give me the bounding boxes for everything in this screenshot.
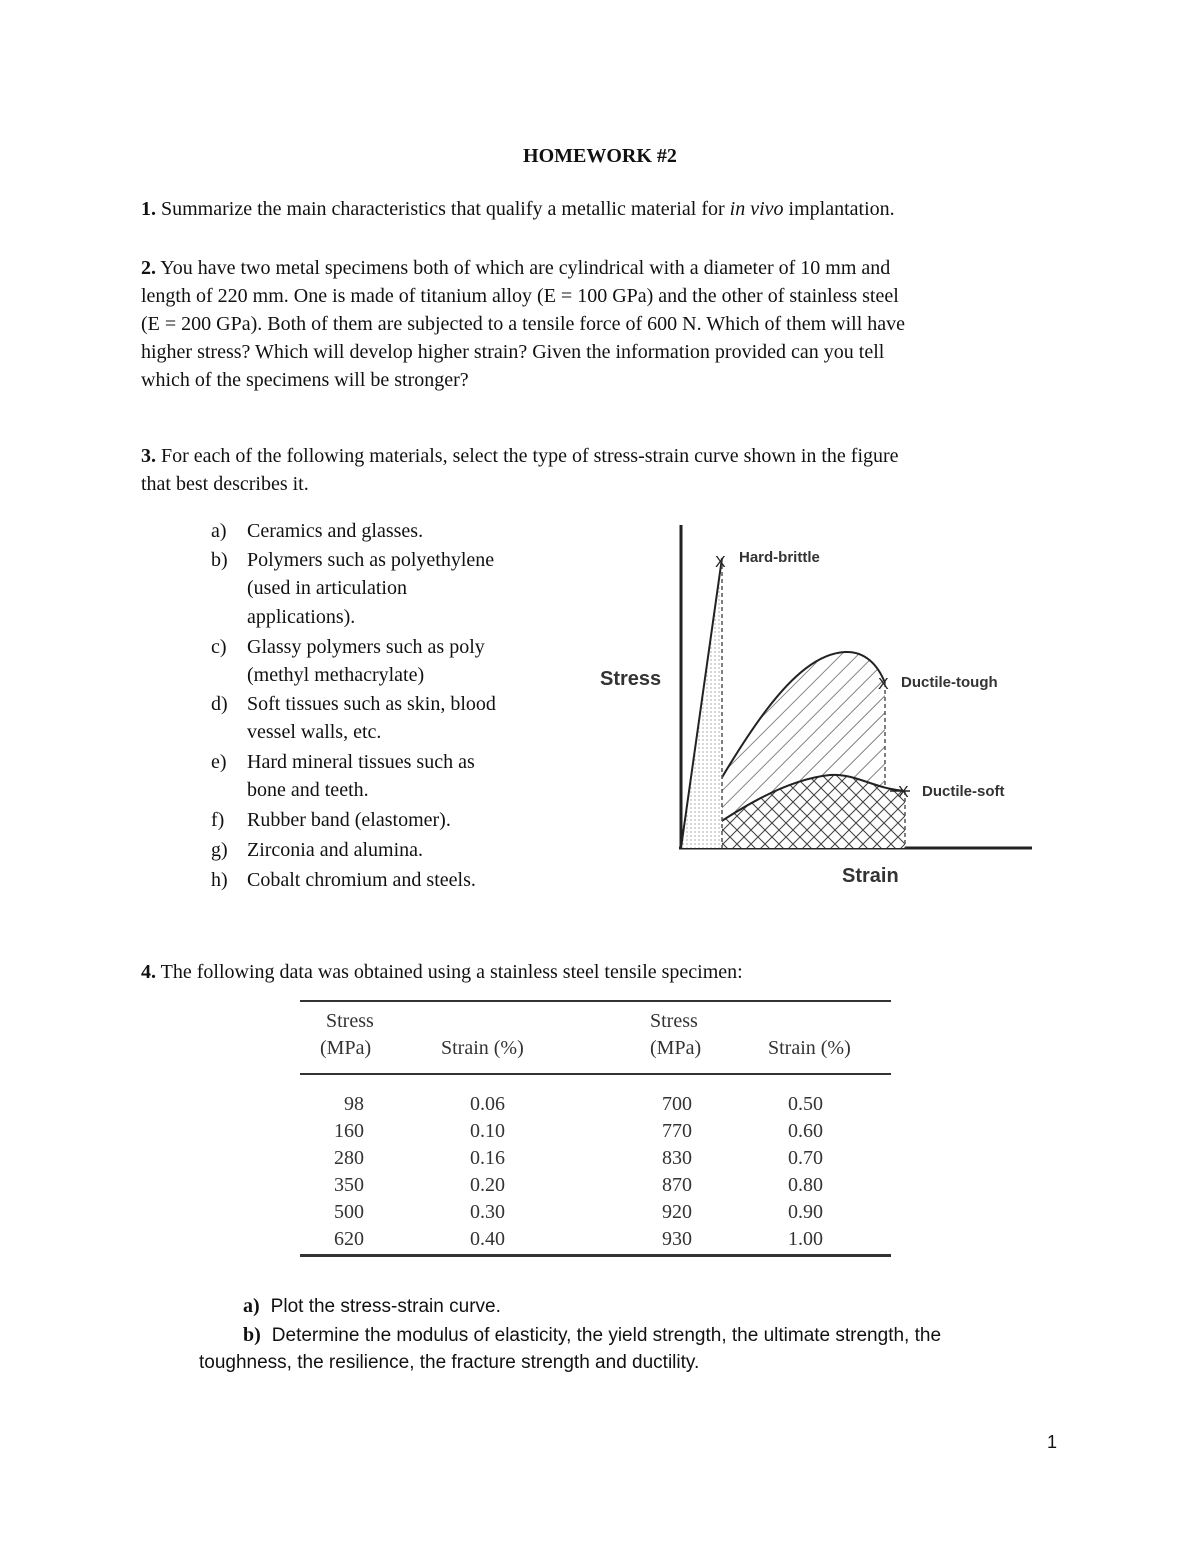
question-4-part-a bbox=[243, 1292, 501, 1321]
list-item: Zirconia and alumina. bbox=[247, 839, 424, 861]
table-header: Stress bbox=[326, 1010, 374, 1032]
table-cell: 0.50 bbox=[788, 1093, 823, 1115]
table-cell: 0.40 bbox=[470, 1228, 505, 1250]
list-item: bone and teeth. bbox=[247, 779, 369, 801]
table-cell: 930 bbox=[662, 1228, 692, 1250]
page-title: HOMEWORK #2 bbox=[523, 145, 677, 167]
table-cell: 0.70 bbox=[788, 1147, 823, 1169]
question-2-line: You have two metal specimens both of which are cylindrical with a diameter of 10 mm and bbox=[160, 257, 891, 279]
list-item-letter: f) bbox=[211, 809, 225, 831]
part-text: Determine the modulus of elasticity, the yield strength, the ultimate strength, the bbox=[271, 1325, 942, 1346]
table-cell: 770 bbox=[662, 1120, 692, 1142]
list-item: vessel walls, etc. bbox=[247, 721, 382, 743]
table-cell: 870 bbox=[662, 1174, 692, 1196]
list-item-letter: d) bbox=[211, 693, 228, 715]
ductile-tough-marker: X bbox=[878, 676, 889, 693]
list-item: Glassy polymers such as poly bbox=[247, 636, 485, 658]
question-2-line: which of the specimens will be stronger? bbox=[141, 369, 469, 391]
list-item: Ceramics and glasses. bbox=[247, 520, 424, 542]
list-item-letter: a) bbox=[211, 520, 227, 542]
list-item-letter: b) bbox=[211, 549, 228, 571]
table-header: (MPa) bbox=[320, 1037, 372, 1059]
table-cell: 0.16 bbox=[470, 1147, 505, 1169]
table-cell: 0.20 bbox=[470, 1174, 505, 1196]
question-4 bbox=[141, 958, 743, 986]
table-header: Strain (%) bbox=[441, 1037, 524, 1059]
list-item: Soft tissues such as skin, blood bbox=[247, 693, 496, 715]
table-cell: 160 bbox=[334, 1120, 364, 1142]
question-1-text-a: Summarize the main characteristics that qualify a metallic material for bbox=[161, 198, 730, 220]
question-2-line: (E = 200 GPa). Both of them are subjected to a tensile force of 600 N. Which of them will have bbox=[141, 313, 906, 335]
ductile-tough-label: Ductile-tough bbox=[901, 674, 998, 691]
table-cell: 700 bbox=[662, 1093, 692, 1115]
table-cell: 0.10 bbox=[470, 1120, 505, 1142]
table-cell: 830 bbox=[662, 1147, 692, 1169]
table-cell: 500 bbox=[334, 1201, 364, 1223]
ductile-soft-marker: X bbox=[898, 784, 909, 801]
table-cell: 0.90 bbox=[788, 1201, 823, 1223]
part-text: Plot the stress-strain curve. bbox=[270, 1296, 501, 1317]
question-1-emphasis: in vivo bbox=[729, 198, 784, 220]
table-cell: 280 bbox=[334, 1147, 364, 1169]
question-1 bbox=[141, 195, 895, 223]
list-item: Rubber band (elastomer). bbox=[247, 809, 451, 831]
list-item-letter: e) bbox=[211, 751, 227, 773]
list-item: Polymers such as polyethylene bbox=[247, 549, 495, 571]
part-text: toughness, the resilience, the fracture strength and ductility. bbox=[199, 1352, 700, 1373]
question-4-number: 4. bbox=[141, 961, 156, 983]
table-cell: 0.06 bbox=[470, 1093, 505, 1115]
table-header: (MPa) bbox=[650, 1037, 702, 1059]
part-letter: a) bbox=[243, 1295, 260, 1317]
question-2-line: length of 220 mm. One is made of titanium alloy (E = 100 GPa) and the other of stainless steel bbox=[141, 285, 899, 307]
table-header: Stress bbox=[650, 1010, 698, 1032]
table-cell: 1.00 bbox=[788, 1228, 823, 1250]
table-header: Strain (%) bbox=[768, 1037, 851, 1059]
list-item: applications). bbox=[247, 606, 356, 628]
question-3-number: 3. bbox=[141, 445, 156, 467]
list-item-letter: h) bbox=[211, 869, 228, 891]
ductile-soft-label: Ductile-soft bbox=[922, 783, 1005, 800]
question-1-number: 1. bbox=[141, 198, 156, 220]
question-4-text: The following data was obtained using a stainless steel tensile specimen: bbox=[160, 961, 743, 983]
part-letter: b) bbox=[243, 1324, 261, 1346]
list-item-letter: c) bbox=[211, 636, 227, 658]
question-3 bbox=[141, 442, 899, 498]
list-item: (used in articulation bbox=[247, 577, 407, 599]
table-cell: 0.30 bbox=[470, 1201, 505, 1223]
question-2 bbox=[141, 254, 905, 394]
table-cell: 98 bbox=[344, 1093, 364, 1115]
list-item: (methyl methacrylate) bbox=[247, 664, 425, 686]
question-2-line: higher stress? Which will develop higher strain? Given the information provided can you tell bbox=[141, 341, 885, 363]
list-item: Cobalt chromium and steels. bbox=[247, 869, 476, 891]
page-number: 1 bbox=[1047, 1432, 1058, 1452]
table-cell: 920 bbox=[662, 1201, 692, 1223]
question-3-line: that best describes it. bbox=[141, 473, 309, 495]
x-axis-label: Strain bbox=[842, 865, 899, 887]
question-2-number: 2. bbox=[141, 257, 156, 279]
stress-strain-figure bbox=[590, 515, 1040, 895]
hard-brittle-marker: X bbox=[715, 554, 726, 571]
list-item-letter: g) bbox=[211, 839, 228, 861]
list-item: Hard mineral tissues such as bbox=[247, 751, 475, 773]
question-1-text-b: implantation. bbox=[783, 198, 895, 220]
table-cell: 0.80 bbox=[788, 1174, 823, 1196]
table-cell: 350 bbox=[334, 1174, 364, 1196]
question-4-part-b bbox=[243, 1321, 941, 1350]
table-cell: 0.60 bbox=[788, 1120, 823, 1142]
y-axis-label: Stress bbox=[600, 668, 662, 690]
hard-brittle-label: Hard-brittle bbox=[739, 549, 820, 566]
question-3-line: For each of the following materials, select the type of stress-strain curve shown in the figure bbox=[161, 445, 899, 467]
table-cell: 620 bbox=[334, 1228, 364, 1250]
